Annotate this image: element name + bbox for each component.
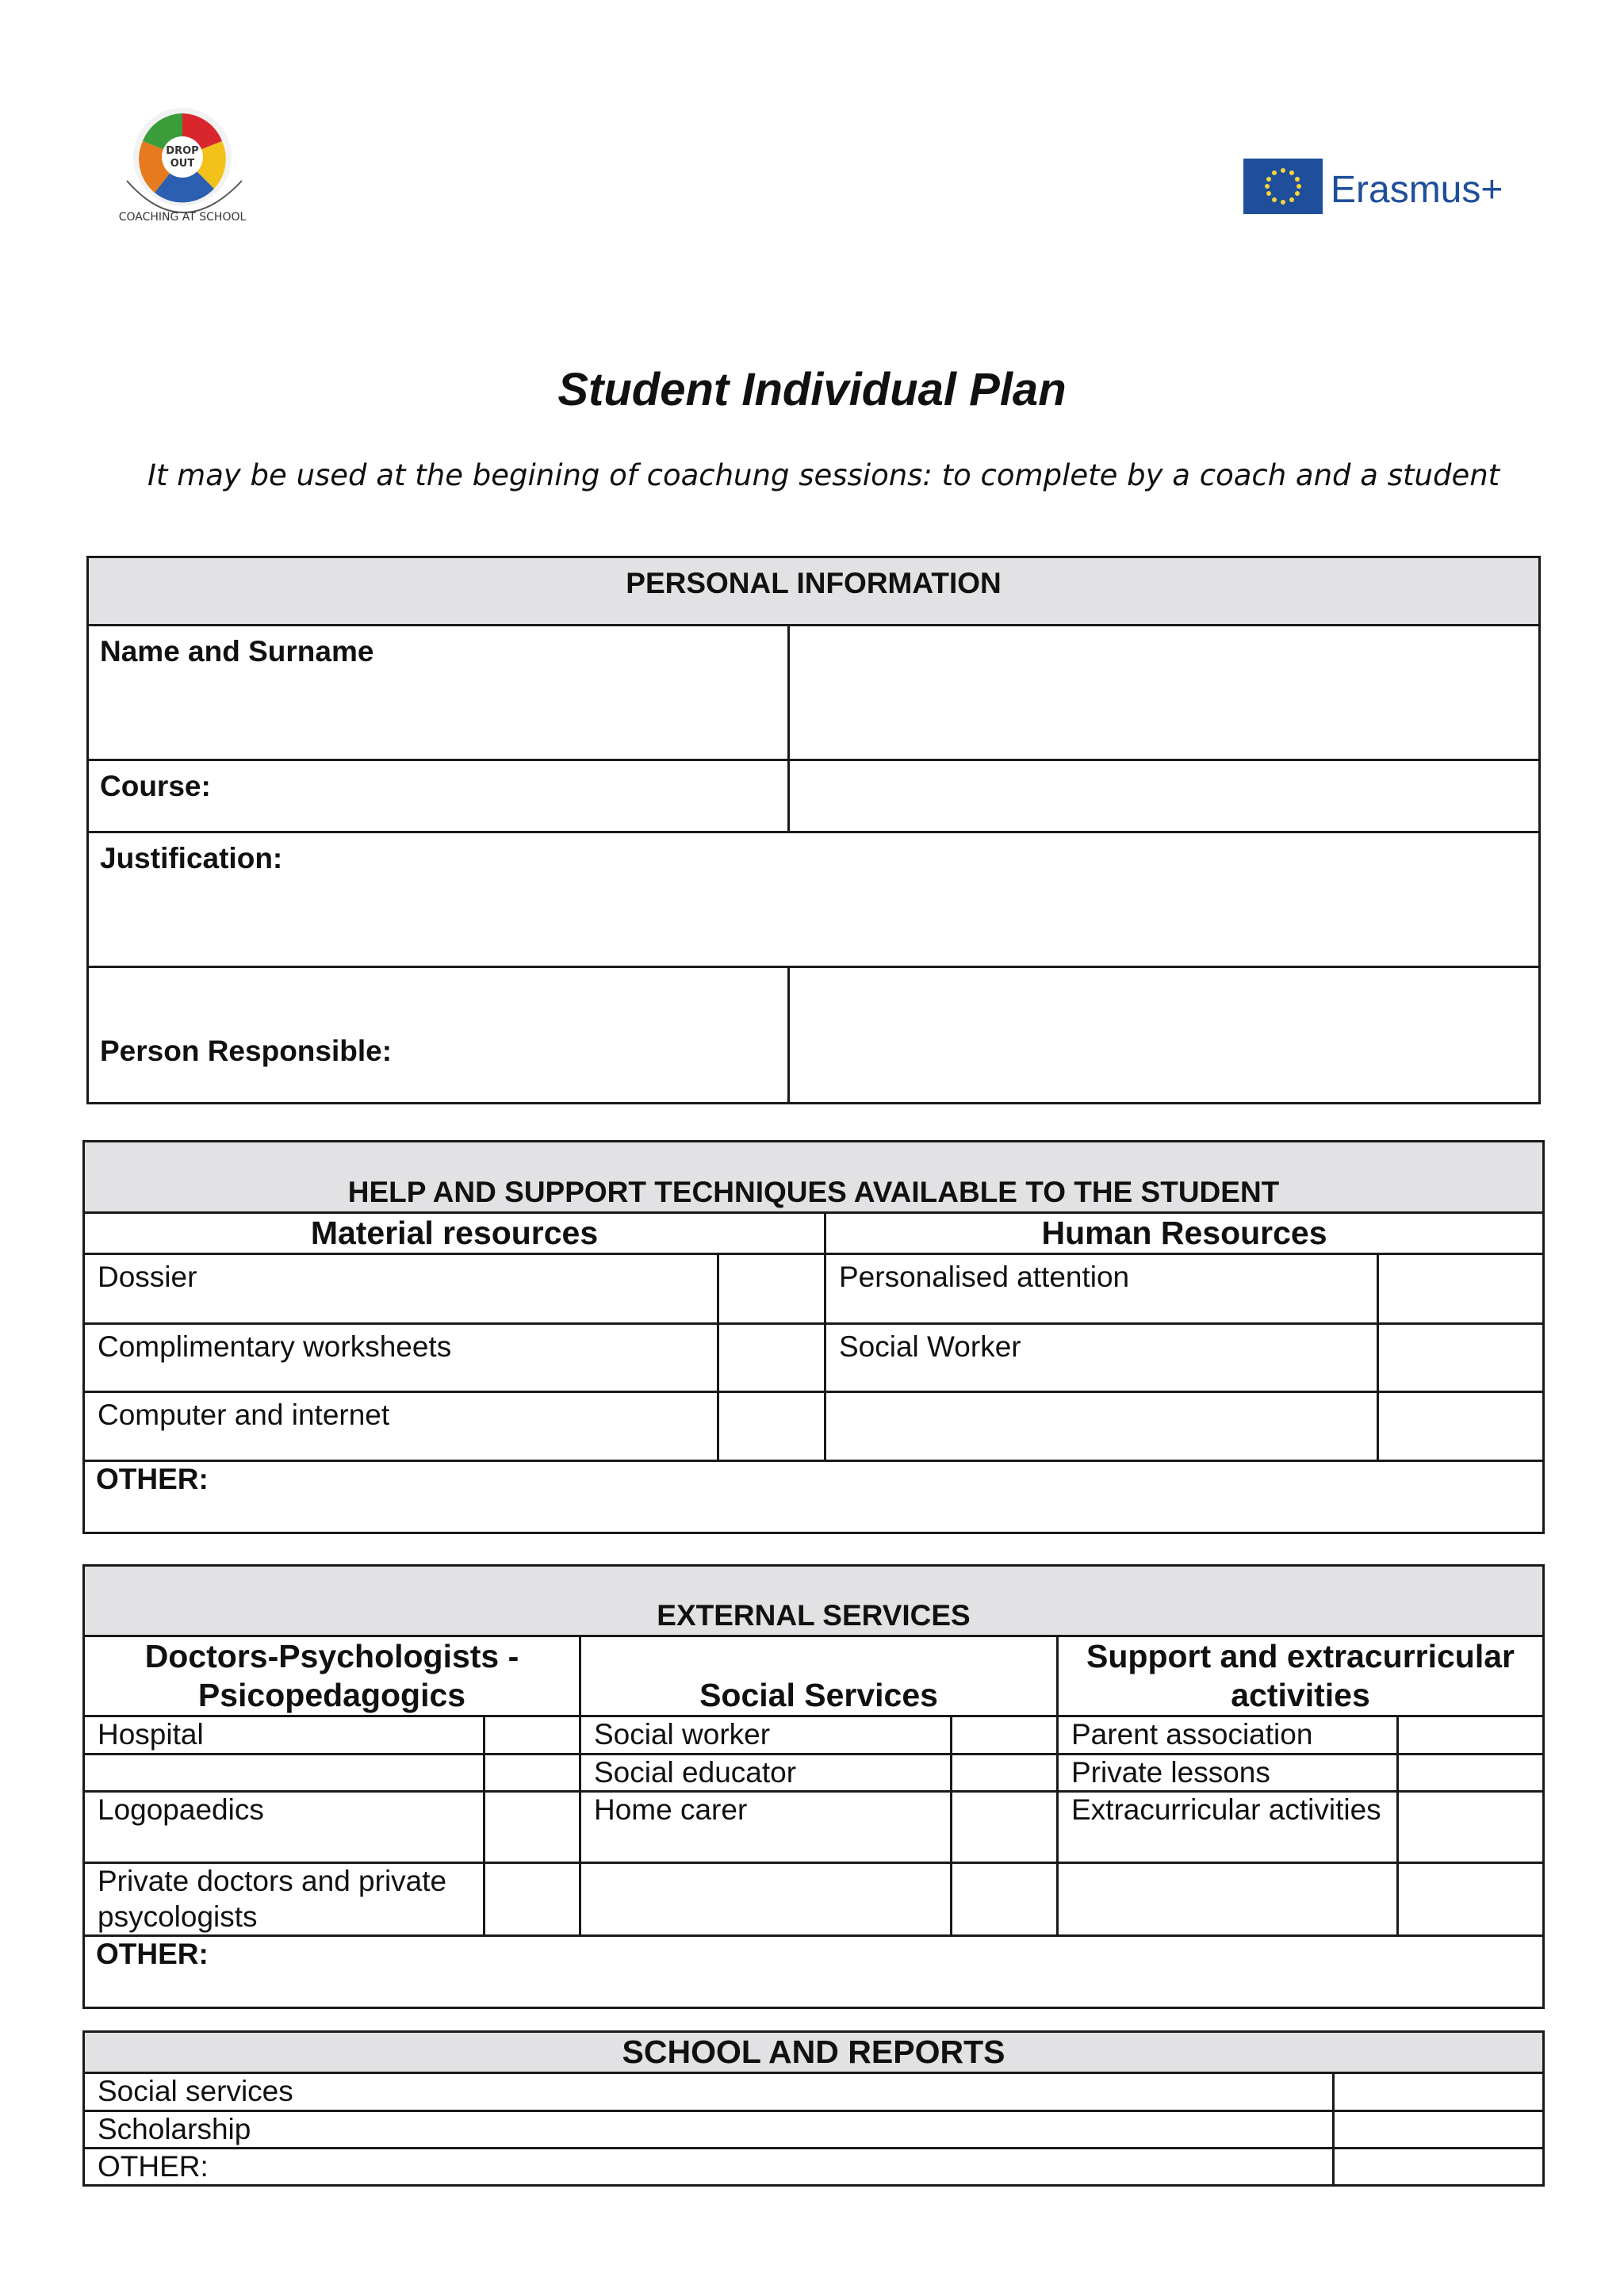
doctors-checkbox[interactable] [485, 1754, 580, 1791]
help-other-label: OTHER: [96, 1463, 209, 1496]
doctors-item: Private doctors and private psycologists [84, 1863, 485, 1936]
support-activities-item: Parent association [1058, 1716, 1398, 1754]
page-subtitle: It may be used at the begining of coachung sessions: to complete by a coach and a student [147, 458, 1500, 492]
social-services-checkbox[interactable] [952, 1754, 1058, 1791]
help-support-header: HELP AND SUPPORT TECHNIQUES AVAILABLE TO THE STUDENT [84, 1142, 1544, 1213]
material-checkbox[interactable] [718, 1254, 825, 1324]
support-activities-checkbox[interactable] [1398, 1716, 1544, 1754]
svg-text:COACHING AT SCHOOL: COACHING AT SCHOOL [118, 211, 247, 224]
doctors-item: Logopaedics [84, 1792, 485, 1863]
material-checkbox[interactable] [718, 1392, 825, 1461]
personal-information-table [86, 556, 1541, 1104]
material-item: Complimentary worksheets [84, 1324, 718, 1392]
human-checkbox[interactable] [1378, 1254, 1544, 1324]
name-surname-label: Name and Surname [88, 626, 789, 760]
course-label: Course: [88, 760, 789, 832]
school-reports-table [82, 2030, 1545, 2187]
social-services-header: Social Services [580, 1636, 1058, 1716]
school-reports-header: SCHOOL AND REPORTS [84, 2032, 1544, 2073]
material-item: Computer and internet [84, 1392, 718, 1461]
doctors-item [84, 1754, 485, 1791]
school-reports-item: OTHER: [84, 2148, 1334, 2185]
human-checkbox[interactable] [1378, 1324, 1544, 1392]
human-resources-header: Human Resources [825, 1213, 1544, 1254]
material-checkbox[interactable] [718, 1324, 825, 1392]
help-other-field[interactable] [84, 1461, 1544, 1533]
human-item [825, 1392, 1378, 1461]
svg-text:OUT: OUT [170, 158, 195, 170]
school-reports-checkbox[interactable] [1334, 2148, 1544, 2185]
person-responsible-field[interactable] [789, 967, 1540, 1104]
help-support-table [82, 1140, 1545, 1534]
social-services-item [580, 1863, 952, 1936]
school-reports-item: Social services [84, 2073, 1334, 2110]
eu-flag-icon [1243, 159, 1323, 214]
person-responsible-label: Person Responsible: [88, 967, 789, 1104]
human-checkbox[interactable] [1378, 1392, 1544, 1461]
human-item: Personalised attention [825, 1254, 1378, 1324]
external-other-label: OTHER: [96, 1937, 209, 1970]
social-services-checkbox[interactable] [952, 1792, 1058, 1863]
justification-field[interactable] [88, 832, 1540, 967]
school-reports-checkbox[interactable] [1334, 2073, 1544, 2110]
support-activities-checkbox[interactable] [1398, 1863, 1544, 1936]
doctors-checkbox[interactable] [485, 1716, 580, 1754]
material-item: Dossier [84, 1254, 718, 1324]
support-activities-item: Extracurricular activities [1058, 1792, 1398, 1863]
school-reports-checkbox[interactable] [1334, 2110, 1544, 2148]
external-services-table [82, 1564, 1545, 2009]
doctors-header: Doctors-Psychologists - Psicopedagogics [84, 1636, 580, 1716]
doctors-checkbox[interactable] [485, 1792, 580, 1863]
social-services-item: Social worker [580, 1716, 952, 1754]
support-activities-checkbox[interactable] [1398, 1754, 1544, 1791]
social-services-item: Social educator [580, 1754, 952, 1791]
support-activities-item: Private lessons [1058, 1754, 1398, 1791]
support-activities-header: Support and extracurricular activities [1058, 1636, 1544, 1716]
svg-text:DROP: DROP [166, 145, 199, 157]
personal-information-header: PERSONAL INFORMATION [88, 557, 1540, 626]
justification-label: Justification: [100, 842, 283, 874]
school-reports-item: Scholarship [84, 2110, 1334, 2148]
social-services-checkbox[interactable] [952, 1716, 1058, 1754]
support-activities-item [1058, 1863, 1398, 1936]
name-surname-field[interactable] [789, 626, 1540, 760]
page-title: Student Individual Plan [557, 364, 1067, 415]
material-resources-header: Material resources [84, 1213, 825, 1254]
support-activities-checkbox[interactable] [1398, 1792, 1544, 1863]
doctors-checkbox[interactable] [485, 1863, 580, 1936]
doctors-item: Hospital [84, 1716, 485, 1754]
erasmus-logo-text: Erasmus+ [1331, 169, 1503, 211]
course-field[interactable] [789, 760, 1540, 832]
social-services-item: Home carer [580, 1792, 952, 1863]
human-item: Social Worker [825, 1324, 1378, 1392]
external-services-header: EXTERNAL SERVICES [84, 1566, 1544, 1636]
external-other-field[interactable] [84, 1935, 1544, 2007]
social-services-checkbox[interactable] [952, 1863, 1058, 1936]
dropout-coaching-logo [111, 94, 254, 236]
